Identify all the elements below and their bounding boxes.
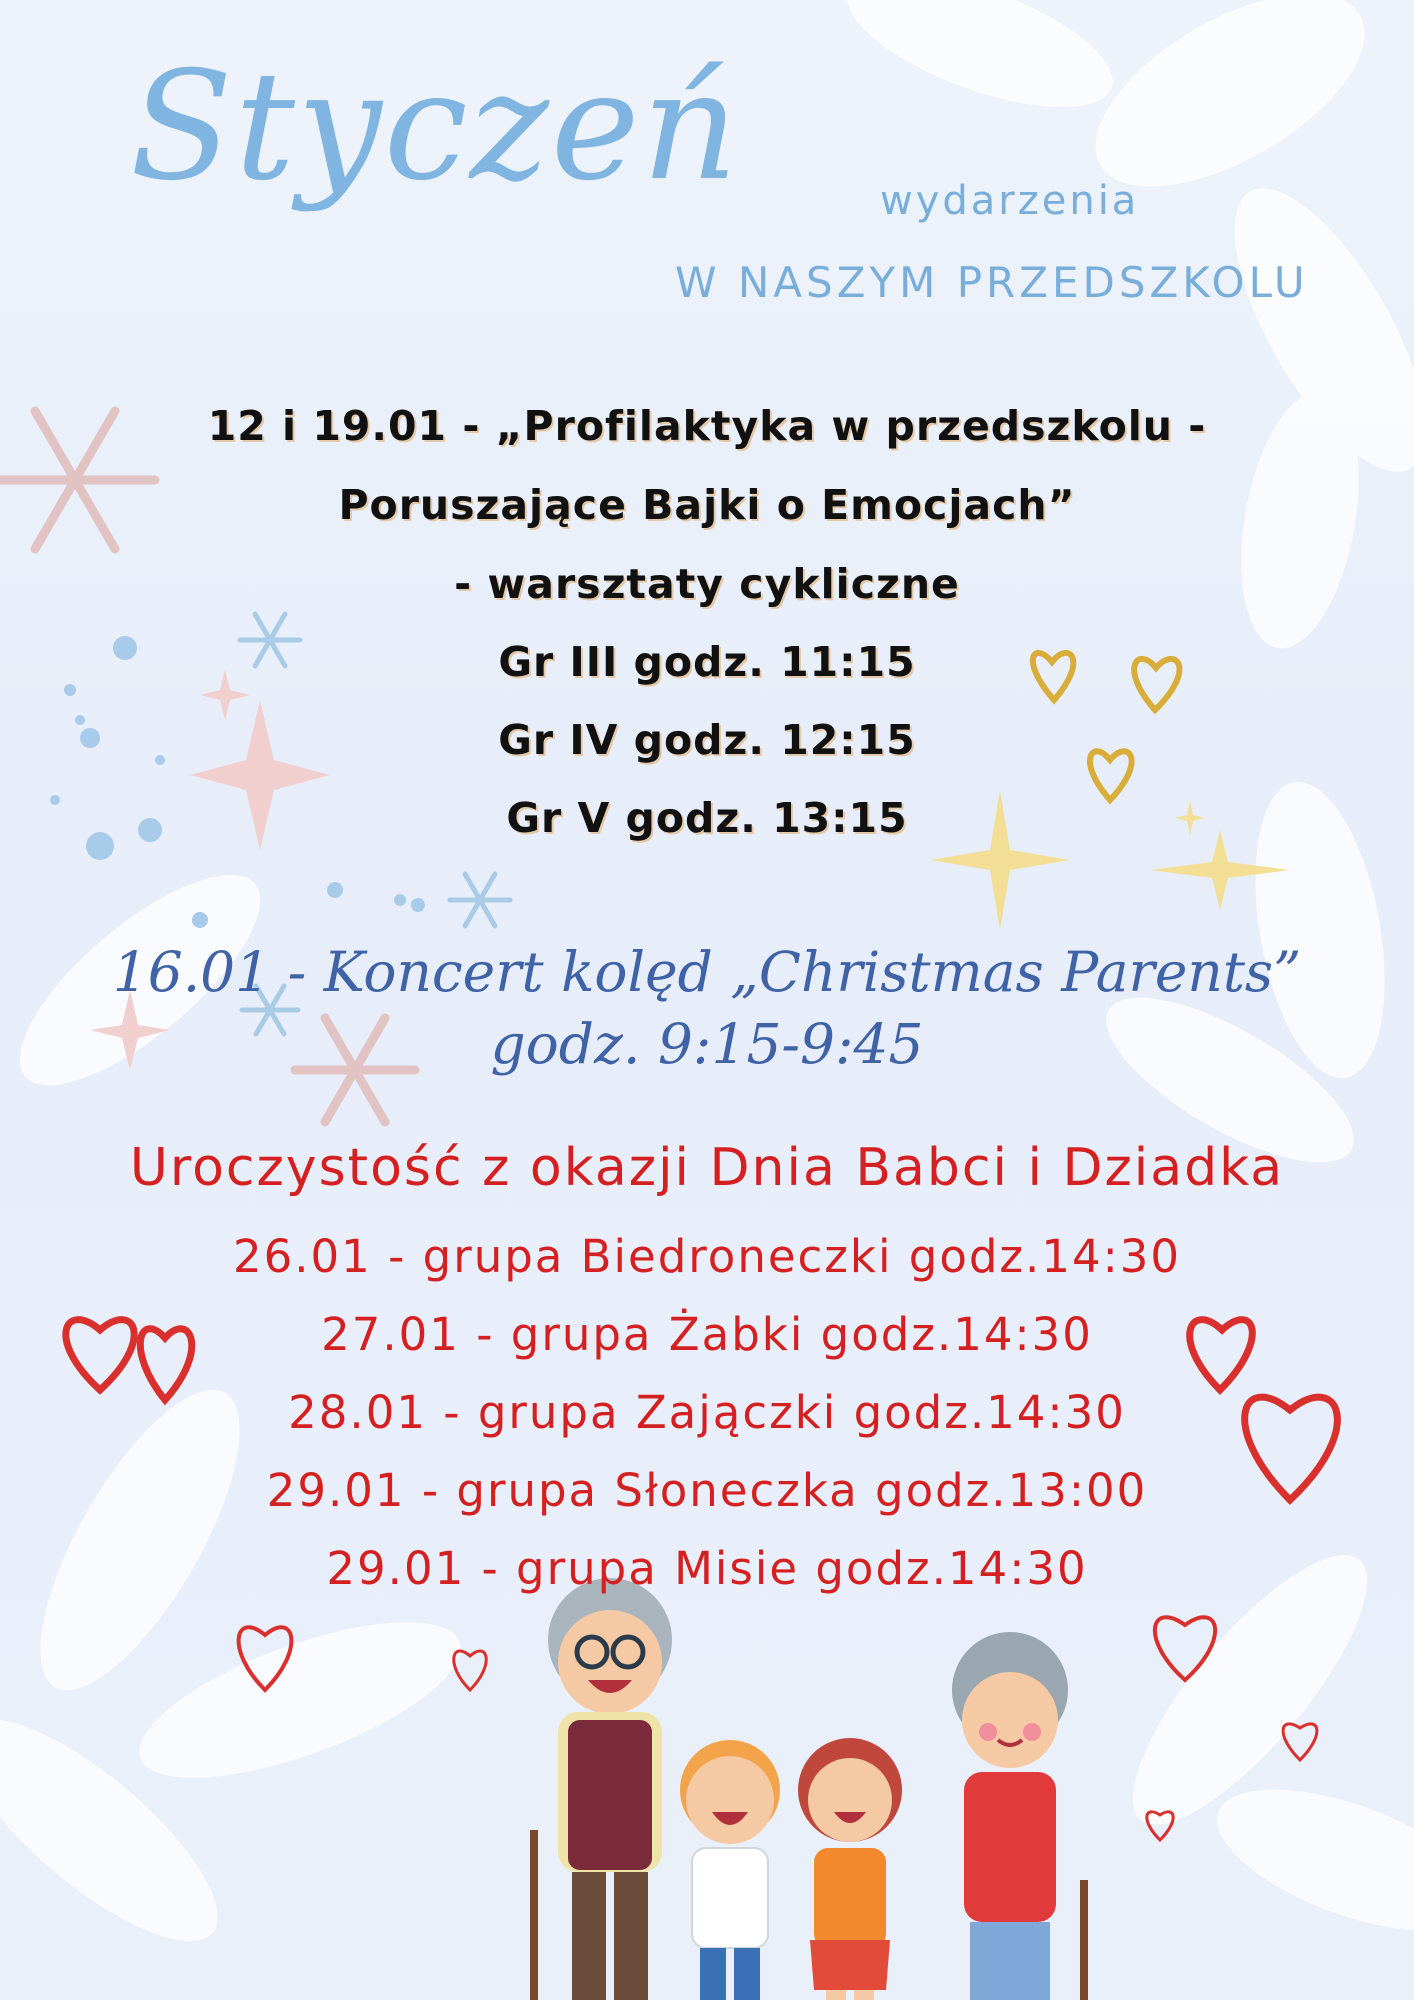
celebration-item: 29.01 - grupa Misie godz.14:30: [326, 1542, 1088, 1595]
family-illustration: [530, 1578, 1088, 2000]
subtitle-preschool: W NASZYM PRZEDSZKOLU: [675, 258, 1309, 307]
concert-line1: 16.01 - Koncert kolęd „Christmas Parents”: [112, 940, 1302, 1004]
celebration-item: 27.01 - grupa Żabki godz.14:30: [321, 1308, 1093, 1361]
event1-group: Gr V godz. 13:15: [506, 794, 908, 842]
event1-group: Gr III godz. 11:15: [498, 638, 916, 686]
event1-line2: Poruszające Bajki o Emocjach”: [338, 481, 1076, 529]
event1-line3: - warsztaty cykliczne: [454, 560, 960, 608]
celebration-item: 26.01 - grupa Biedroneczki godz.14:30: [232, 1230, 1182, 1283]
event1-line1: 12 i 19.01 - „Profilaktyka w przedszkolu -: [207, 402, 1207, 450]
event1-group: Gr IV godz. 12:15: [498, 716, 916, 764]
concert-line2: godz. 9:15-9:45: [490, 1012, 924, 1076]
celebration-item: 28.01 - grupa Zajączki godz.14:30: [288, 1386, 1126, 1439]
celebration-title: Uroczystość z okazji Dnia Babci i Dziadka: [129, 1138, 1285, 1198]
celebration-item: 29.01 - grupa Słoneczka godz.13:00: [266, 1464, 1148, 1517]
subtitle-events: wydarzenia: [880, 178, 1140, 224]
page-title: Styczeń: [130, 40, 741, 214]
